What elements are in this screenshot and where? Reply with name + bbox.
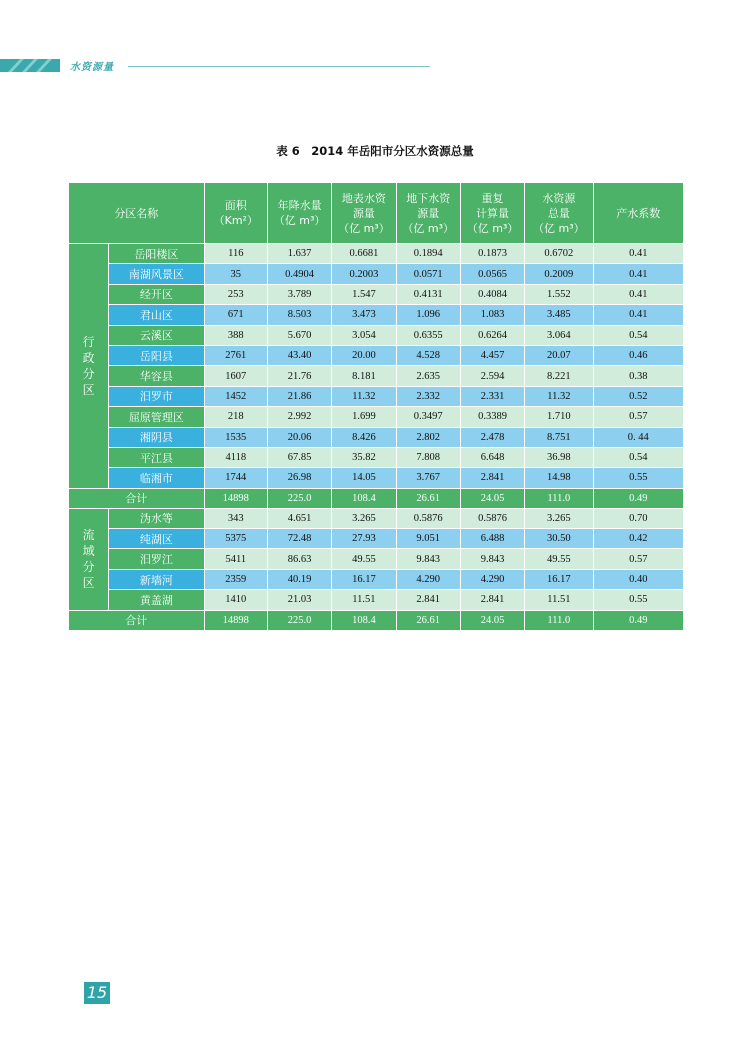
value-cell: 0.46	[593, 345, 683, 365]
value-cell: 16.17	[525, 569, 593, 589]
header-row	[69, 183, 684, 244]
value-cell: 2.594	[460, 366, 524, 386]
value-cell: 0.54	[593, 325, 683, 345]
value-cell: 30.50	[525, 529, 593, 549]
value-cell: 1607	[204, 366, 267, 386]
region-name-cell: 经开区	[109, 284, 204, 304]
value-cell: 0.2003	[332, 264, 396, 284]
region-name-cell: 沩水等	[109, 508, 204, 528]
total-value-cell: 24.05	[460, 610, 524, 630]
value-cell: 3.789	[267, 284, 331, 304]
table-row	[69, 366, 684, 386]
value-cell: 4.290	[460, 569, 524, 589]
total-value-cell: 111.0	[525, 488, 593, 508]
region-name-cell: 平江县	[109, 447, 204, 467]
table-row	[69, 386, 684, 406]
total-value-cell: 26.61	[396, 488, 460, 508]
col-header-total: 水资源 总量 （亿 m³）	[525, 183, 593, 244]
value-cell: 3.485	[525, 305, 593, 325]
value-cell: 1452	[204, 386, 267, 406]
table-row	[69, 447, 684, 467]
value-cell: 5.670	[267, 325, 331, 345]
value-cell: 0.1873	[460, 244, 524, 264]
region-name-cell: 君山区	[109, 305, 204, 325]
total-value-cell: 24.05	[460, 488, 524, 508]
value-cell: 21.03	[267, 590, 331, 610]
region-name-cell: 屈原管理区	[109, 407, 204, 427]
value-cell: 8.181	[332, 366, 396, 386]
value-cell: 0.6681	[332, 244, 396, 264]
value-cell: 0.54	[593, 447, 683, 467]
col-header-rainfall: 年降水量 （亿 m³）	[267, 183, 331, 244]
value-cell: 2.802	[396, 427, 460, 447]
value-cell: 3.265	[332, 508, 396, 528]
total-value-cell: 108.4	[332, 488, 396, 508]
value-cell: 2359	[204, 569, 267, 589]
table-row	[69, 590, 684, 610]
value-cell: 0.5876	[396, 508, 460, 528]
value-cell: 4.651	[267, 508, 331, 528]
value-cell: 8.503	[267, 305, 331, 325]
region-name-cell: 新墙河	[109, 569, 204, 589]
value-cell: 8.221	[525, 366, 593, 386]
region-name-cell: 黄盖湖	[109, 590, 204, 610]
value-cell: 0.40	[593, 569, 683, 589]
value-cell: 0.41	[593, 305, 683, 325]
value-cell: 218	[204, 407, 267, 427]
value-cell: 27.93	[332, 529, 396, 549]
value-cell: 0.0565	[460, 264, 524, 284]
table-row	[69, 468, 684, 488]
value-cell: 4.528	[396, 345, 460, 365]
value-cell: 2.841	[460, 468, 524, 488]
value-cell: 9.051	[396, 529, 460, 549]
value-cell: 11.32	[525, 386, 593, 406]
value-cell: 0.6355	[396, 325, 460, 345]
value-cell: 6.648	[460, 447, 524, 467]
value-cell: 0.5876	[460, 508, 524, 528]
value-cell: 9.843	[396, 549, 460, 569]
table-row	[69, 549, 684, 569]
value-cell: 1.552	[525, 284, 593, 304]
value-cell: 0.57	[593, 549, 683, 569]
value-cell: 3.064	[525, 325, 593, 345]
value-cell: 3.473	[332, 305, 396, 325]
region-name-cell: 岳阳楼区	[109, 244, 204, 264]
value-cell: 2.841	[396, 590, 460, 610]
value-cell: 4.457	[460, 345, 524, 365]
header-rule	[128, 66, 430, 67]
value-cell: 253	[204, 284, 267, 304]
value-cell: 0.4904	[267, 264, 331, 284]
section-title: 水资源量	[70, 62, 114, 73]
water-resources-table	[68, 182, 684, 631]
table-row	[69, 264, 684, 284]
col-header-name: 分区名称	[69, 183, 205, 244]
value-cell: 0.70	[593, 508, 683, 528]
value-cell: 2.332	[396, 386, 460, 406]
group-label: 流 域 分 区	[69, 508, 109, 610]
table-row	[69, 427, 684, 447]
value-cell: 2761	[204, 345, 267, 365]
total-value-cell: 108.4	[332, 610, 396, 630]
page-number: 15	[84, 982, 110, 1004]
total-value-cell: 14898	[204, 488, 267, 508]
table-row	[69, 569, 684, 589]
value-cell: 72.48	[267, 529, 331, 549]
region-name-cell: 岳阳县	[109, 345, 204, 365]
total-value-cell: 0.49	[593, 610, 683, 630]
region-name-cell: 云溪区	[109, 325, 204, 345]
value-cell: 11.32	[332, 386, 396, 406]
total-label: 合计	[69, 610, 205, 630]
table-row	[69, 305, 684, 325]
value-cell: 0.41	[593, 284, 683, 304]
region-name-cell: 汨罗市	[109, 386, 204, 406]
table-row	[69, 508, 684, 528]
value-cell: 11.51	[332, 590, 396, 610]
value-cell: 49.55	[525, 549, 593, 569]
value-cell: 9.843	[460, 549, 524, 569]
value-cell: 1410	[204, 590, 267, 610]
table-body	[69, 244, 684, 631]
region-name-cell: 纯湖区	[109, 529, 204, 549]
value-cell: 6.488	[460, 529, 524, 549]
value-cell: 1744	[204, 468, 267, 488]
value-cell: 0.3389	[460, 407, 524, 427]
value-cell: 0.41	[593, 244, 683, 264]
col-header-coefficient: 产水系数	[593, 183, 683, 244]
value-cell: 0. 44	[593, 427, 683, 447]
value-cell: 86.63	[267, 549, 331, 569]
table-row	[69, 345, 684, 365]
value-cell: 0.6264	[460, 325, 524, 345]
value-cell: 14.98	[525, 468, 593, 488]
total-value-cell: 14898	[204, 610, 267, 630]
value-cell: 1.547	[332, 284, 396, 304]
value-cell: 67.85	[267, 447, 331, 467]
total-row	[69, 488, 684, 508]
group-label: 行 政 分 区	[69, 244, 109, 489]
value-cell: 0.6702	[525, 244, 593, 264]
value-cell: 21.86	[267, 386, 331, 406]
value-cell: 49.55	[332, 549, 396, 569]
value-cell: 14.05	[332, 468, 396, 488]
value-cell: 1.710	[525, 407, 593, 427]
table-row	[69, 244, 684, 264]
value-cell: 2.635	[396, 366, 460, 386]
value-cell: 671	[204, 305, 267, 325]
value-cell: 0.1894	[396, 244, 460, 264]
col-header-surface-water: 地表水资 源量 （亿 m³）	[332, 183, 396, 244]
value-cell: 2.992	[267, 407, 331, 427]
total-label: 合计	[69, 488, 205, 508]
value-cell: 11.51	[525, 590, 593, 610]
value-cell: 343	[204, 508, 267, 528]
value-cell: 388	[204, 325, 267, 345]
region-name-cell: 南湖风景区	[109, 264, 204, 284]
table-row	[69, 284, 684, 304]
value-cell: 0.42	[593, 529, 683, 549]
total-value-cell: 0.49	[593, 488, 683, 508]
value-cell: 0.0571	[396, 264, 460, 284]
value-cell: 5375	[204, 529, 267, 549]
value-cell: 1.637	[267, 244, 331, 264]
value-cell: 1.083	[460, 305, 524, 325]
value-cell: 3.265	[525, 508, 593, 528]
value-cell: 3.054	[332, 325, 396, 345]
value-cell: 20.06	[267, 427, 331, 447]
total-value-cell: 26.61	[396, 610, 460, 630]
total-value-cell: 225.0	[267, 488, 331, 508]
value-cell: 3.767	[396, 468, 460, 488]
value-cell: 0.41	[593, 264, 683, 284]
region-name-cell: 华容县	[109, 366, 204, 386]
value-cell: 35.82	[332, 447, 396, 467]
value-cell: 0.52	[593, 386, 683, 406]
table-caption: 表 6 2014 年岳阳市分区水资源总量	[276, 144, 474, 158]
value-cell: 40.19	[267, 569, 331, 589]
total-row	[69, 610, 684, 630]
value-cell: 20.00	[332, 345, 396, 365]
value-cell: 0.4131	[396, 284, 460, 304]
table-row	[69, 529, 684, 549]
header-decoration-icon	[0, 59, 60, 72]
value-cell: 7.808	[396, 447, 460, 467]
total-value-cell: 225.0	[267, 610, 331, 630]
col-header-repeat: 重复 计算量 （亿 m³）	[460, 183, 524, 244]
total-value-cell: 111.0	[525, 610, 593, 630]
value-cell: 36.98	[525, 447, 593, 467]
region-name-cell: 临湘市	[109, 468, 204, 488]
value-cell: 16.17	[332, 569, 396, 589]
col-header-area: 面积 （Km²）	[204, 183, 267, 244]
region-name-cell: 湘阴县	[109, 427, 204, 447]
region-name-cell: 汨罗江	[109, 549, 204, 569]
value-cell: 2.841	[460, 590, 524, 610]
value-cell: 0.4084	[460, 284, 524, 304]
value-cell: 1.096	[396, 305, 460, 325]
value-cell: 5411	[204, 549, 267, 569]
value-cell: 1.699	[332, 407, 396, 427]
value-cell: 35	[204, 264, 267, 284]
value-cell: 20.07	[525, 345, 593, 365]
value-cell: 0.2009	[525, 264, 593, 284]
table-row	[69, 325, 684, 345]
value-cell: 2.331	[460, 386, 524, 406]
value-cell: 116	[204, 244, 267, 264]
value-cell: 8.751	[525, 427, 593, 447]
value-cell: 0.55	[593, 468, 683, 488]
table-row	[69, 407, 684, 427]
value-cell: 0.3497	[396, 407, 460, 427]
col-header-groundwater: 地下水资 源量 （亿 m³）	[396, 183, 460, 244]
value-cell: 43.40	[267, 345, 331, 365]
value-cell: 0.55	[593, 590, 683, 610]
value-cell: 26.98	[267, 468, 331, 488]
value-cell: 2.478	[460, 427, 524, 447]
value-cell: 8.426	[332, 427, 396, 447]
value-cell: 21.76	[267, 366, 331, 386]
value-cell: 4.290	[396, 569, 460, 589]
value-cell: 4118	[204, 447, 267, 467]
value-cell: 0.57	[593, 407, 683, 427]
value-cell: 0.38	[593, 366, 683, 386]
value-cell: 1535	[204, 427, 267, 447]
